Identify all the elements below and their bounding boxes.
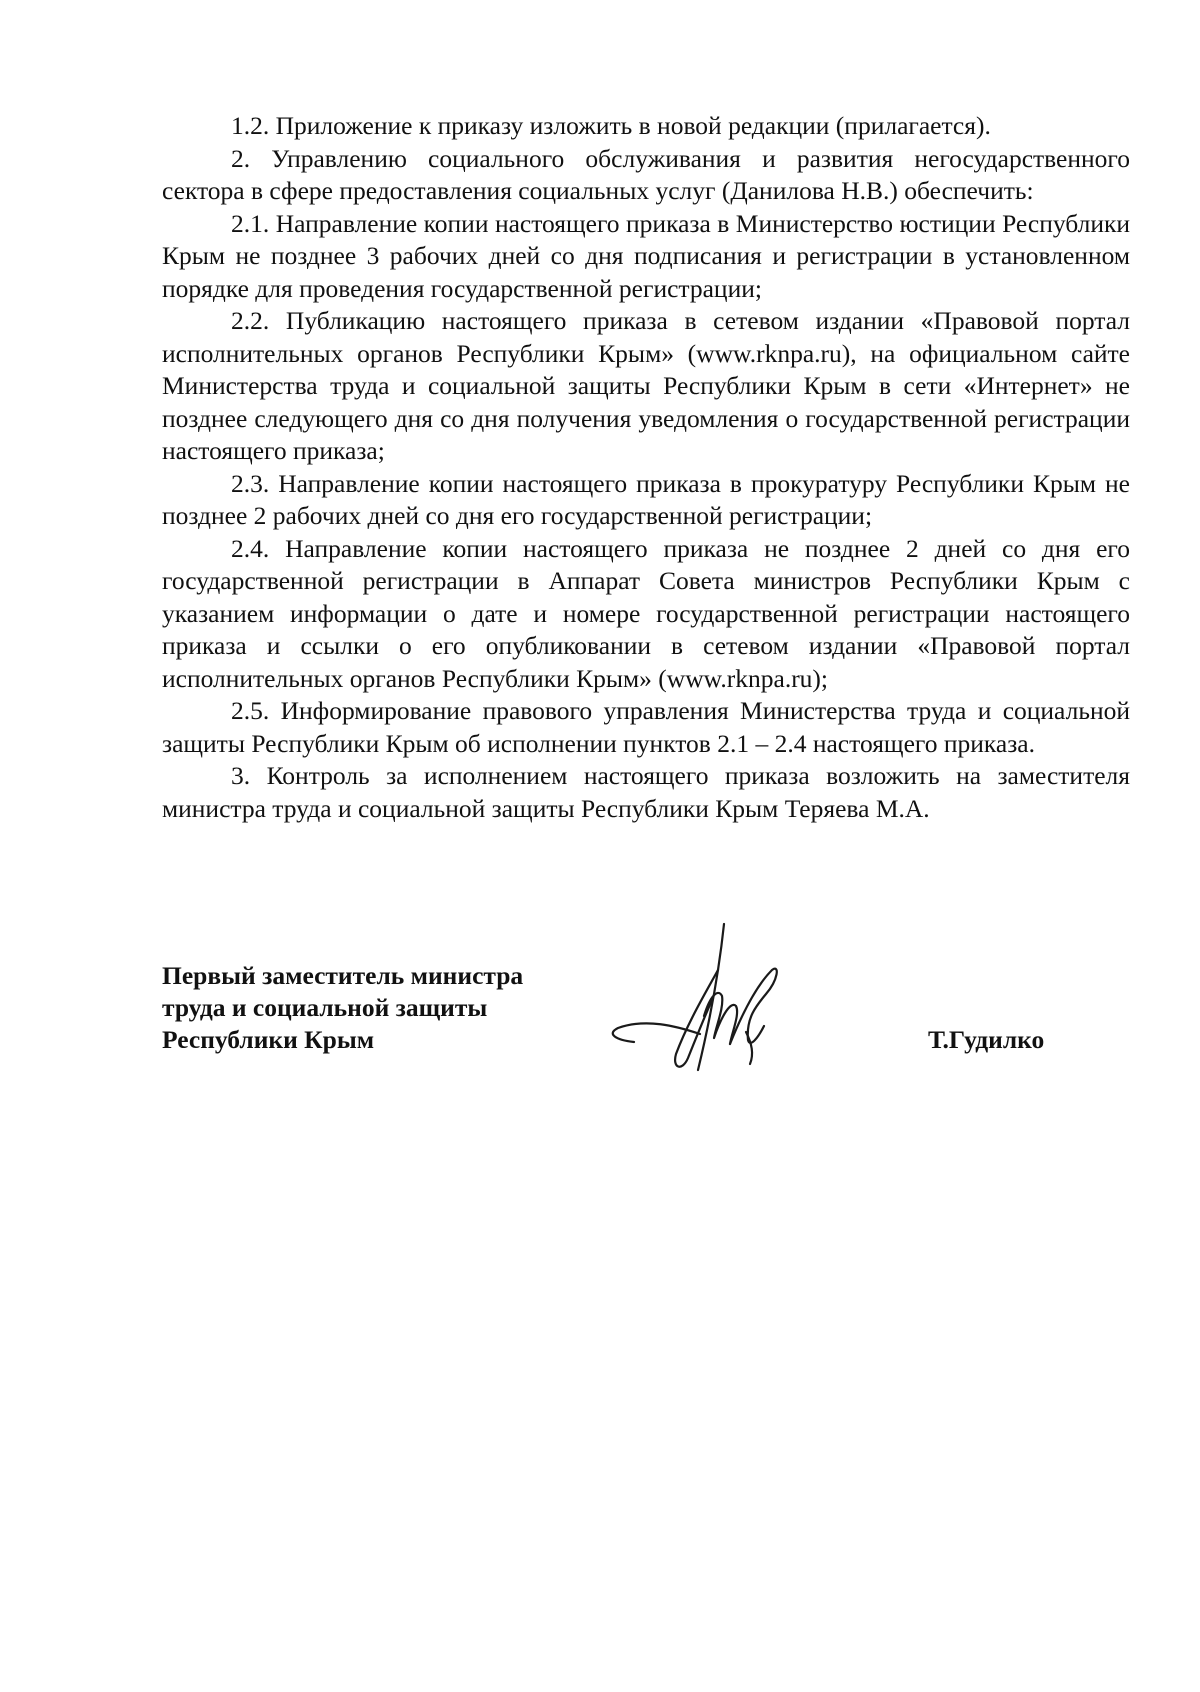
paragraph-1-2: 1.2. Приложение к приказу изложить в новой редакции (прилагается). (231, 111, 991, 140)
signer-title-line: Республики Крым (162, 1025, 375, 1054)
signer-title-line: труда и социальной защиты (162, 993, 488, 1022)
paragraph-2-4: 2.4. Направление копии настоящего приказа не позднее 2 дней со дня его государственной регистрации в Аппарат Совета министров Республики Крым с указанием информации о дате и номере государственной регистрации настоящего приказа и ссылки о его опубликовании в сетевом издании «Правовой портал исполнительных органов Республики Крым» (www.rknpa.ru); (162, 533, 1130, 693)
paragraph-2-5: 2.5. Информирование правового управления Министерства труда и социальной защиты Республики Крым об исполнении пунктов 2.1 – 2.4 настоящего приказа. (162, 696, 1130, 758)
signature-block (162, 960, 1130, 1110)
signer-name: Т.Гудилко (928, 1025, 1045, 1054)
paragraph-2: 2. Управлению социального обслуживания и развития негосударственного сектора в сфере предоставления социальных услуг (Данилова Н.В.) обеспечить: (162, 143, 1130, 205)
signer-title-line: Первый заместитель министра (162, 961, 524, 990)
order-body (162, 110, 1130, 825)
paragraph-2-2: 2.2. Публикацию настоящего приказа в сетевом издании «Правовой портал исполнительных органов Республики Крым» (www.rknpa.ru), на официальном сайте Министерства труда и социальной защиты Республики Крым в сети «Интернет» не позднее следующего дня со дня получения уведомления о государственной регистрации настоящего приказа; (162, 306, 1130, 465)
paragraph-2-1: 2.1. Направление копии настоящего приказа в Министерство юстиции Республики Крым не позднее 3 рабочих дней со дня подписания и регистрации в установленном порядке для проведения государственной регистрации; (162, 208, 1130, 303)
handwritten-signature (596, 922, 796, 1082)
paragraph-2-3: 2.3. Направление копии настоящего приказа в прокуратуру Республики Крым не позднее 2 рабочих дней со дня его государственной регистрации; (162, 468, 1130, 530)
paragraph-3: 3. Контроль за исполнением настоящего приказа возложить на заместителя министра труда и социальной защиты Республики Крым Теряева М.А. (162, 761, 1130, 823)
signer-title (162, 960, 523, 1056)
